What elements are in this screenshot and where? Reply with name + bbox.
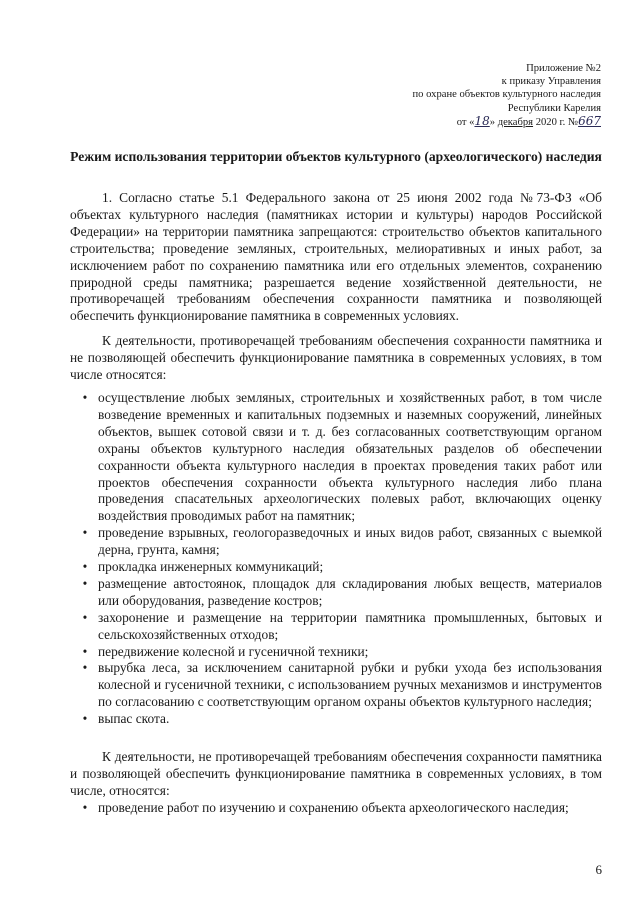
approval-date-line <box>413 115 601 129</box>
list-item <box>61 610 602 644</box>
list-item <box>61 390 602 525</box>
list-item <box>61 660 602 711</box>
list-item <box>61 711 602 728</box>
approval-line-4: Республики Карелия <box>507 102 601 114</box>
list-item <box>61 800 602 817</box>
list-item-text: осуществление любых земляных, строительных и хозяйственных работ, в том числе возведение временных и капитальных подземных и наземных сооружений, линейных объектов, вышек сотовой связи и т. д. без согласованных соответствующим органом охраны объектов культурного наследия обязательных разделов об обеспечении сохранности объекта культурного наследия в проектах проведения таких работ или проектов обеспечения сохранности объекта культурного наследия либо плана проведения спасательных археологических полевых работ, включающих оценку воздействия проводимых работ на памятник; <box>98 389 602 524</box>
bullet-icon: • <box>82 559 88 575</box>
list-item-text: размещение автостоянок, площадок для складирования любых веществ, материалов или оборудования, разведение костров; <box>98 575 602 608</box>
date-prefix: от « <box>456 116 475 128</box>
prohibited-activities-list <box>70 390 602 728</box>
paragraph-1: 1. Согласно статье 5.1 Федерального закона от 25 июня 2002 года №73-ФЗ «Об объектах культурного наследия (памятниках истории и культуры) народов Российской Федерации» на территории памятника запрещаются: строительство объектов капитального строительства; проведение земляных, строительных, мелиоративных и иных работ, за исключением работ по сохранению памятника или его отдельных элементов, сохранению природной среды памятника; разрешается ведение хозяйственной деятельности, не противоречащей требованиям обеспечения сохранности памятника и позволяющей обеспечить функционирование памятника в современных условиях. <box>70 190 602 324</box>
bullet-icon: • <box>82 525 88 541</box>
document-title: Режим использования территории объектов культурного (археологического) наследия <box>70 149 602 164</box>
list-item-text: вырубка леса, за исключением санитарной рубки и рубки ухода без использования колесной и гусеничной техники, с использованием ручных механизмов и инструментов по согласованию с соответствующим органом охраны объектов культурного наследия; <box>98 660 602 710</box>
page-number: 6 <box>595 862 602 877</box>
date-year: 2020 г. № <box>533 116 579 128</box>
list-item <box>61 559 602 576</box>
approval-block <box>413 62 601 129</box>
handwritten-day: 18 <box>474 113 490 128</box>
paragraph-2: К деятельности, противоречащей требованиям обеспечения сохранности памятника и не позволяющей обеспечить функционирование памятника в современных условиях, в том числе относятся: <box>70 333 602 383</box>
allowed-activities-list <box>70 800 602 817</box>
bullet-icon: • <box>82 643 88 659</box>
list-item <box>61 576 602 610</box>
list-item <box>61 525 602 559</box>
document-body <box>70 190 602 817</box>
bullet-icon: • <box>82 609 88 625</box>
approval-line-1: Приложение №2 <box>526 63 601 74</box>
bullet-icon: • <box>82 389 88 405</box>
handwritten-number: 667 <box>578 113 601 128</box>
list-item-text: прокладка инженерных коммуникаций; <box>98 559 324 575</box>
list-item-text: передвижение колесной и гусеничной техники; <box>98 643 369 659</box>
date-month: декабря <box>497 116 534 128</box>
bullet-icon: • <box>82 660 88 676</box>
bullet-icon: • <box>82 575 88 591</box>
approval-line-2: к приказу Управления <box>501 76 601 88</box>
list-item-text: проведение взрывных, геологоразведочных и иных видов работ, связанных с выемкой дерна, грунта, камня; <box>98 525 602 558</box>
list-item-text: захоронение и размещение на территории памятника промышленных, бытовых и сельскохозяйственных отходов; <box>98 609 602 642</box>
bullet-icon: • <box>82 799 88 815</box>
approval-line-3: по охране объектов культурного наследия <box>412 89 601 101</box>
paragraph-3: К деятельности, не противоречащей требованиям обеспечения сохранности памятника и позволяющей обеспечить функционирование памятника в современных условиях, в том числе, относятся: <box>70 749 602 798</box>
date-mid: » <box>489 116 498 128</box>
list-item-text: выпас скота. <box>98 711 170 727</box>
bullet-icon: • <box>82 711 88 727</box>
list-item-text: проведение работ по изучению и сохранению объекта археологического наследия; <box>98 799 569 815</box>
list-item <box>61 644 602 661</box>
